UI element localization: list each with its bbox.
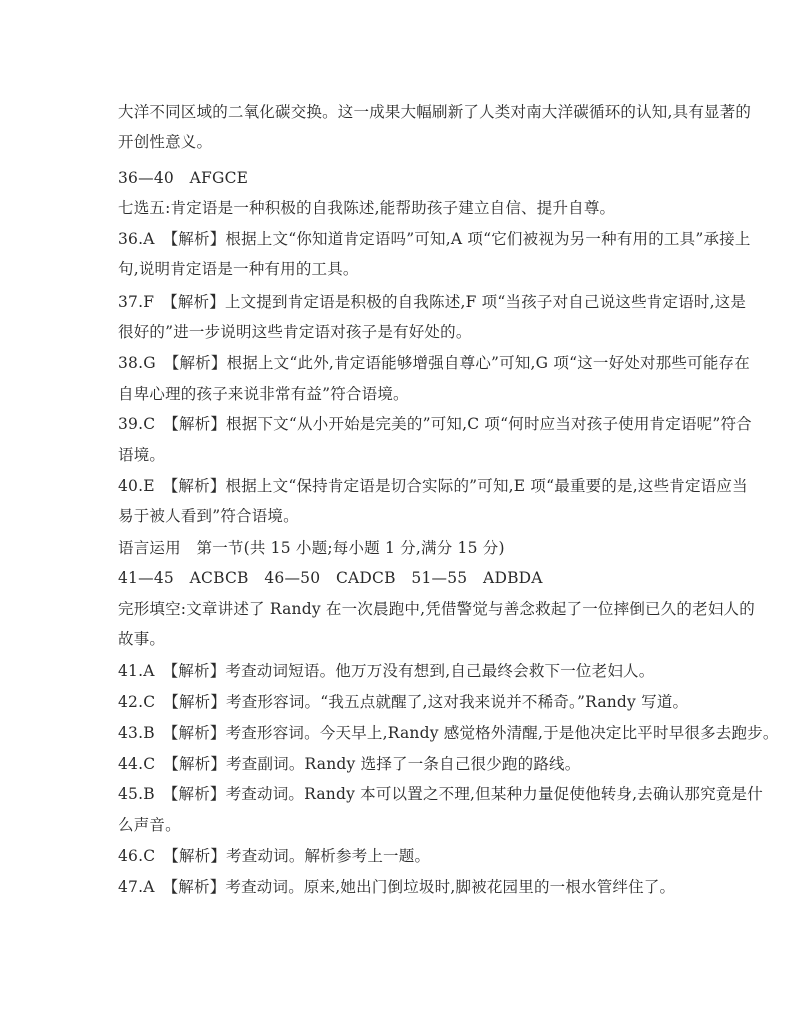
text-line: 句,说明肯定语是一种有用的工具。: [118, 260, 359, 278]
answer-key-line: 41—45 ACBCB 46—50 CADCB 51—55 ADBDA: [118, 569, 543, 587]
text-line: 45.B 【解析】考查动词。Randy 本可以置之不理,但某种力量促使他转身,去确认那究竟是什: [118, 785, 763, 803]
text-line: 39.C 【解析】根据下文“从小开始是完美的”可知,C 项“何时应当对孩子使用肯定语呢”符合: [118, 415, 752, 433]
text-line: 很好的”进一步说明这些肯定语对孩子是有好处的。: [118, 323, 472, 341]
text-line: 41.A 【解析】考查动词短语。他万万没有想到,自己最终会救下一位老妇人。: [118, 662, 655, 680]
text-line: 43.B 【解析】考查形容词。今天早上,Randy 感觉格外清醒,于是他决定比平时早很多去跑步。: [118, 724, 779, 742]
text-line: 40.E 【解析】根据上文“保持肯定语是切合实际的”可知,E 项“最重要的是,这些肯定语应当: [118, 477, 748, 495]
text-line: 36.A 【解析】根据上文“你知道肯定语吗”可知,A 项“它们被视为另一种有用的工具”承接上: [118, 230, 751, 248]
text-line: 46.C 【解析】考查动词。解析参考上一题。: [118, 847, 431, 865]
text-line: 么声音。: [118, 816, 181, 834]
text-line: 语境。: [118, 446, 166, 464]
text-line: 七选五:肯定语是一种积极的自我陈述,能帮助孩子建立自信、提升自尊。: [118, 199, 616, 217]
text-line: 47.A 【解析】考查动词。原来,她出门倒垃圾时,脚被花园里的一根水管绊住了。: [118, 878, 676, 896]
text-line: 37.F 【解析】上文提到肯定语是积极的自我陈述,F 项“当孩子对自己说这些肯定语时,这是: [118, 293, 747, 311]
text-line: 38.G 【解析】根据上文“此外,肯定语能够增强自尊心”可知,G 项“这一好处对那些可能存在: [118, 354, 750, 372]
text-line: 42.C 【解析】考查形容词。“我五点就醒了,这对我来说并不稀奇。”Randy 写道。: [118, 693, 689, 711]
text-line: 大洋不同区域的二氧化碳交换。这一成果大幅刷新了人类对南大洋碳循环的认知,具有显著的: [118, 103, 752, 121]
text-line: 开创性意义。: [118, 133, 213, 151]
text-line: 完形填空:文章讲述了 Randy 在一次晨跑中,凭借警觉与善念救起了一位摔倒已久的老妇人的: [118, 600, 755, 618]
text-line: 易于被人看到”符合语境。: [118, 507, 299, 525]
section-heading: 语言运用 第一节(共 15 小题;每小题 1 分,满分 15 分): [118, 539, 505, 557]
text-line: 自卑心理的孩子来说非常有益”符合语境。: [118, 385, 409, 403]
text-line: 36—40 AFGCE: [118, 169, 249, 187]
text-line: 44.C 【解析】考查副词。Randy 选择了一条自己很少跑的路线。: [118, 755, 581, 773]
text-line: 故事。: [118, 630, 166, 648]
